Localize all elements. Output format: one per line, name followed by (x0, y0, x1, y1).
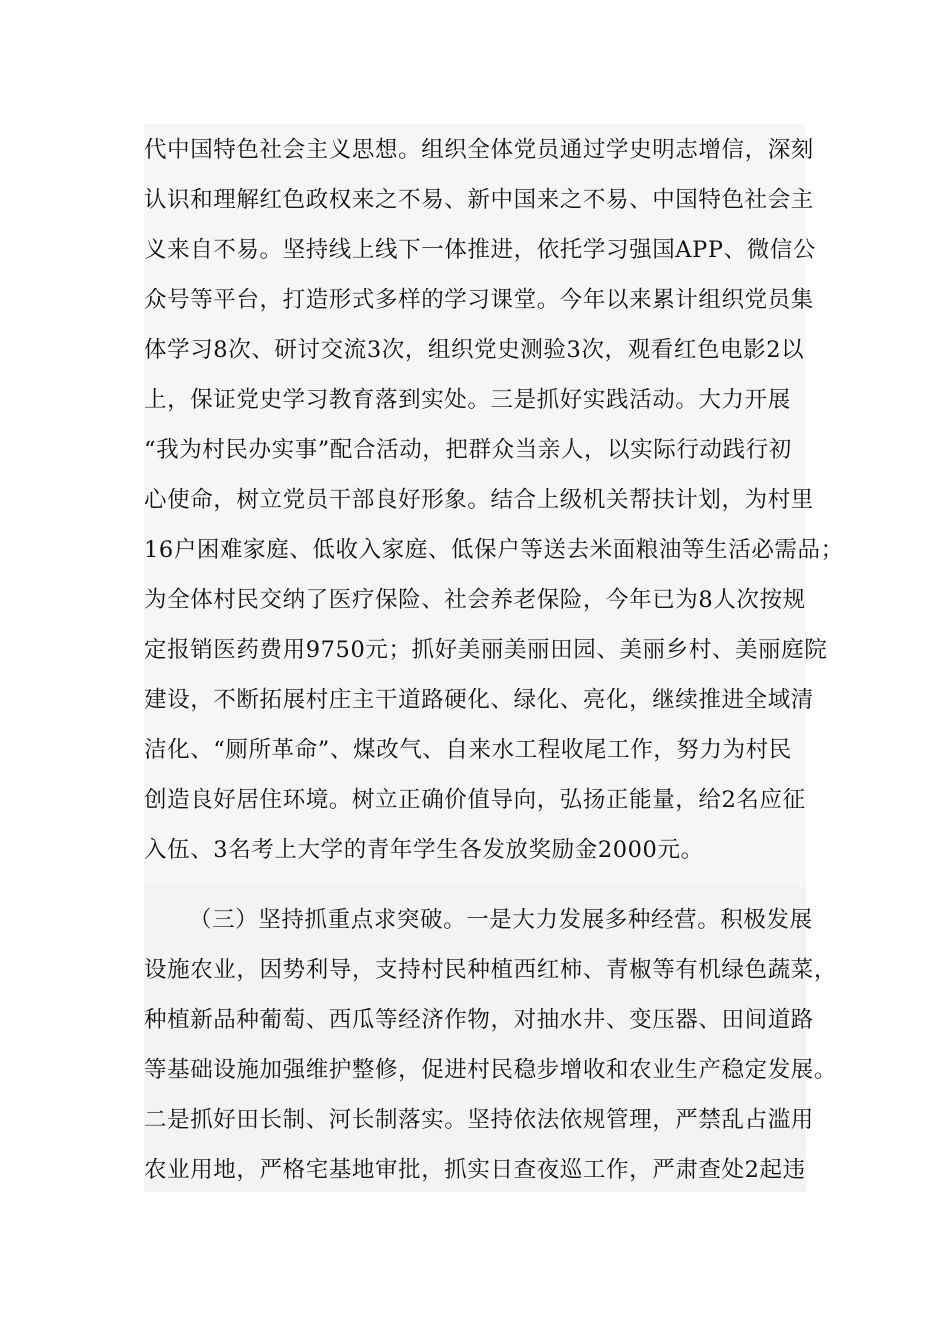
text-line: 体学习8次、研讨交流3次，组织党史测验3次，观看红色电影2以 (144, 337, 805, 363)
text-line: 入伍、3名考上大学的青年学生各发放奖励金2000元。 (144, 837, 704, 863)
text-line: 设施农业，因势利导，支持村民种植西红柿、青椒等有机绿色蔬菜， (144, 957, 838, 983)
text-line: 农业用地，严格宅基地审批，抓实日查夜巡工作，严肃查处2起违 (144, 1157, 806, 1183)
text-line: “我为村民办实事”配合活动，把群众当亲人，以实际行动践行初 (144, 437, 792, 463)
text-line: 义来自不易。坚持线上线下一体推进，依托学习强国APP、微信公 (144, 237, 817, 263)
text-line: 二是抓好田长制、河长制落实。坚持依法依规管理，严禁乱占滥用 (144, 1107, 814, 1133)
text-line: 洁化、“厕所革命”、煤改气、自来水工程收尾工作，努力为村民 (144, 737, 792, 763)
text-line: 上，保证党史学习教育落到实处。三是抓好实践活动。大力开展 (144, 387, 791, 413)
text-line: 种植新品种葡萄、西瓜等经济作物，对抽水井、变压器、田间道路 (144, 1007, 814, 1033)
text-line: 建设，不断拓展村庄主干道路硬化、绿化、亮化，继续推进全域清 (144, 687, 814, 713)
text-line: （三）坚持抓重点求突破。一是大力发展多种经营。积极发展 (189, 907, 813, 933)
paragraph-2 (144, 886, 838, 1192)
text-line: 心使命，树立党员干部良好形象。结合上级机关帮扶计划，为村里 (144, 487, 814, 513)
text-line: 代中国特色社会主义思想。组织全体党员通过学史明志增信，深刻 (144, 137, 814, 163)
text-line: 等基础设施加强维护整修，促进村民稳步增收和农业生产稳定发展。 (144, 1057, 838, 1083)
paragraph-1 (144, 124, 844, 886)
text-line: 认识和理解红色政权来之不易、新中国来之不易、中国特色社会主 (144, 187, 814, 213)
text-line: 创造良好居住环境。树立正确价值导向，弘扬正能量，给2名应征 (144, 787, 806, 813)
text-line: 众号等平台，打造形式多样的学习课堂。今年以来累计组织党员集 (144, 287, 814, 313)
text-line: 定报销医药费用9750元；抓好美丽美丽田园、美丽乡村、美丽庭院 (144, 637, 828, 663)
text-line: 为全体村民交纳了医疗保险、社会养老保险，今年已为8人次按规 (144, 587, 806, 613)
text-line: 16户困难家庭、低收入家庭、低保户等送去米面粮油等生活必需品； (144, 537, 844, 563)
